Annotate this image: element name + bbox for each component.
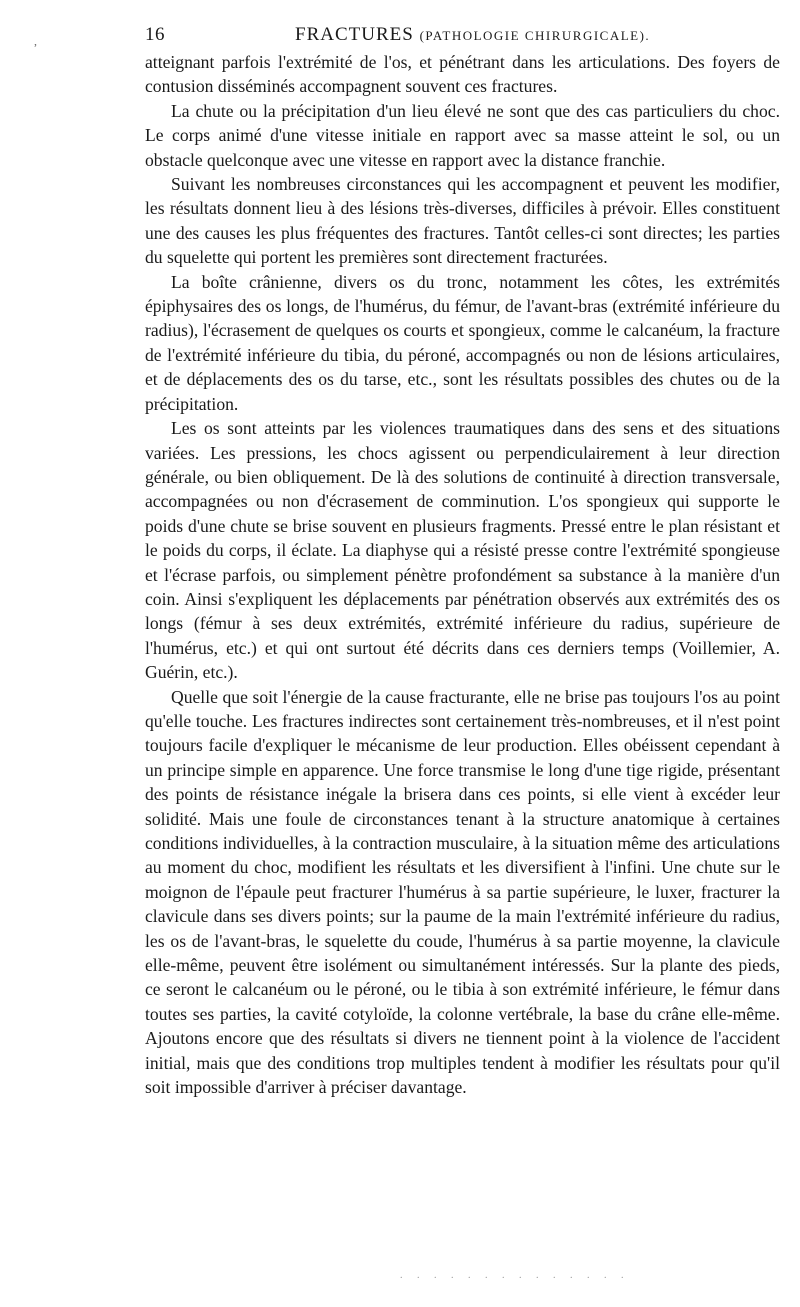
- body-text: [145, 50, 780, 1099]
- paragraph-5: Les os sont atteints par les violences traumatiques dans des sens et des situations variées. Les pressions, les chocs agissent ou perpendiculairement à leur direction générale, ou bien obliquement. De là des solutions de continuité à direction transversale, accompagnées ou non d'écrasement de comminution. L'os spongieux qui supporte le poids d'une chute se brise souvent en plusieurs fragments. Pressé entre le plan résistant et le poids du corps, il éclate. La diaphyse qui a résisté presse contre l'extrémité spongieuse et l'écrase parfois, ou simplement pénètre profondément sa substance à la manière d'un coin. Ainsi s'expliquent les déplacements par pénétration observés aux extrémités des os longs (fémur à ses deux extrémités, extrémité inférieure du radius, supérieure de l'humérus, etc.) et qui ont surtout été décrits dans ces derniers temps (Voillemier, A. Guérin, etc.).: [145, 418, 780, 683]
- scan-artifact-dots: . . . . . . . . . . . . . .: [400, 1270, 630, 1281]
- paragraph-4: La boîte crânienne, divers os du tronc, notamment les côtes, les extrémités épiphysaires des os longs, de l'humérus, du fémur, de l'avant-bras (extrémité inférieure du radius), l'écrasement de quelques os courts et spongieux, comme le calcanéum, la fracture de l'extrémité inférieure du tibia, du péroné, accompagnés ou non de lésions articulaires, et de déplacements des os du tarse, etc., sont les résultats possibles des chutes ou de la précipitation.: [145, 271, 780, 414]
- page-header: [145, 22, 780, 50]
- running-title: [295, 24, 650, 46]
- paragraph-6: Quelle que soit l'énergie de la cause fracturante, elle ne brise pas toujours l'os au point qu'elle touche. Les fractures indirectes sont certainement très-nombreuses, et il n'est point toujours facile d'expliquer le mécanisme de leur production. Elles obéissent cependant à un principe simple en apparence. Une force transmise le long d'une tige rigide, présentant des points de résistance inégale la brisera dans ces points, si elle vient à excéder leur solidité. Mais une foule de circonstances tenant à la structure anatomique à certaines conditions individuelles, à la contraction musculaire, à la situation même des articulations au moment du choc, modifient les résultats et les diversifient à l'infini. Une chute sur le moignon de l'épaule peut fracturer l'humérus à sa partie supérieure, le luxer, fracturer la clavicule dans ses divers points; sur la paume de la main l'extrémité inférieure du radius, les os de l'avant-bras, le squelette du coude, l'humérus à sa partie moyenne, la clavicule elle-même, peuvent être isolément ou simultanément intéressés. Sur la plante des pieds, ce seront le calcanéum ou le péroné, ou le tibia à son extrémité inférieure, le fémur dans toutes ses parties, la cavité cotyloïde, la colonne vertébrale, la base du crâne elle-même. Ajoutons encore que des résultats si divers ne tiennent point à la violence de l'accident initial, mais que des conditions trop multiples tendent à modifier les résultats pour qu'il soit impossible d'arriver à préciser davantage.: [145, 686, 780, 1098]
- running-title-subtitle: (PATHOLOGIE CHIRURGICALE).: [419, 28, 651, 43]
- margin-mark: ,: [34, 34, 37, 48]
- document-page: [145, 22, 780, 1099]
- paragraph-1: atteignant parfois l'extrémité de l'os, et pénétrant dans les articulations. Des foyers de contusion disséminés accompagnent souvent ces fractures.: [145, 52, 780, 97]
- page-number: 16: [145, 24, 165, 45]
- paragraph-2: La chute ou la précipitation d'un lieu élevé ne sont que des cas particuliers du choc. Le corps animé d'une vitesse initiale en rapport avec sa masse atteint le sol, ou un obstacle quelconque avec une vitesse en rapport avec la distance franchie.: [145, 100, 780, 170]
- paragraph-3: Suivant les nombreuses circonstances qui les accompagnent et peuvent les modifier, les résultats donnent lieu à des lésions très-diverses, difficiles à prévoir. Elles constituent une des causes les plus fréquentes des fractures. Tantôt celles-ci sont directes; les parties du squelette qui portent les premières sont directement fracturées.: [145, 174, 780, 268]
- running-title-main: FRACTURES: [295, 24, 414, 45]
